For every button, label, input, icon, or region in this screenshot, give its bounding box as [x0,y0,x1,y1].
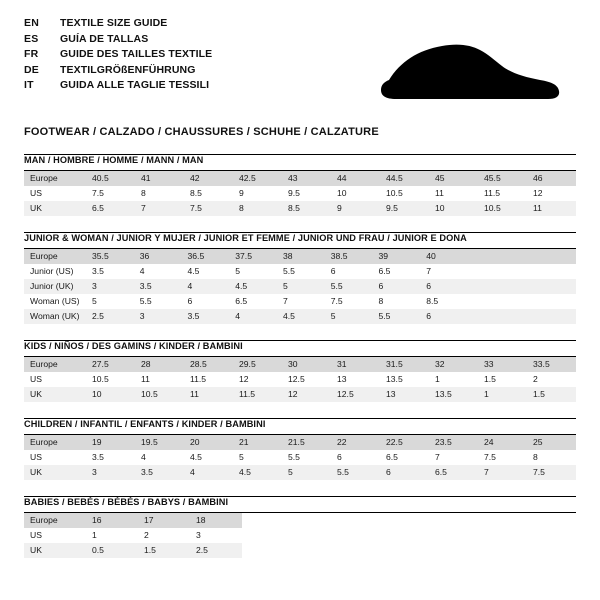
language-title-list [24,16,212,94]
language-code: DE [24,63,39,76]
cell: 6 [330,266,336,276]
table-row [24,186,576,201]
cell: 0.5 [86,543,138,558]
cell: 6 [420,309,468,324]
row-label: Europe [24,171,86,186]
language-code: FR [24,48,39,60]
cell: 45 [429,171,478,186]
size-table [24,171,576,216]
cell: 1.5 [484,374,496,384]
cell: 7.5 [92,188,104,198]
row-label: UK [24,543,86,558]
cell: 8.5 [426,296,439,306]
cell: 45.5 [478,171,527,186]
cell: 31.5 [380,357,429,372]
cell: 27.5 [86,357,135,372]
cell: 10.5 [92,374,109,384]
cell: 13.5 [386,374,403,384]
cell: 36.5 [182,249,230,264]
cell: 42.5 [233,171,282,186]
cell: 6.5 [429,465,478,480]
language-code: IT [24,79,34,91]
cell: 35.5 [86,249,134,264]
cell: 7 [135,201,184,216]
cell: 12 [239,374,249,384]
cell: 19 [86,435,135,450]
cell: 4 [141,452,146,462]
language-row [24,16,212,32]
table-row [24,171,576,186]
row-label: UK [24,387,86,402]
cell: 38.5 [325,249,373,264]
cell: 7 [283,296,288,306]
cell-empty [242,513,576,528]
table-row [24,450,576,465]
cell: 8.5 [282,201,331,216]
row-label: US [30,188,42,198]
block-title: KIDS / NIÑOS / DES GAMINS / KINDER / BAMBINI [24,341,243,351]
cell: 1 [478,387,527,402]
cell: 5.5 [288,452,300,462]
row-label: US [30,374,42,384]
size-block-babies [24,496,576,558]
cell: 3.5 [134,279,182,294]
cell: 7.5 [330,296,343,306]
cell: 13 [380,387,429,402]
cell: 5 [92,296,97,306]
cell-empty [468,264,576,279]
size-table [24,357,576,402]
cell: 4 [184,465,233,480]
language-title: GUIDE DES TAILLES TEXTILE [60,48,213,60]
language-title: GUIDA ALLE TAGLIE TESSILI [60,79,210,91]
cell: 33 [478,357,527,372]
cell: 2.5 [86,309,134,324]
cell: 13.5 [429,387,478,402]
cell: 9 [331,201,380,216]
cell: 19.5 [135,435,184,450]
dress-shoe-icon [372,32,562,110]
cell: 5 [235,266,241,276]
cell: 3.5 [92,266,104,276]
language-title: GUÍA DE TALLAS [60,32,149,45]
cell: 5 [239,452,244,462]
row-label: Junior (UK) [24,279,86,294]
cell: 7.5 [484,452,496,462]
cell: 6 [380,465,429,480]
cell: 4 [182,279,230,294]
cell: 8 [378,296,384,306]
cell: 24 [478,435,527,450]
language-row [24,63,212,79]
cell: 20 [184,435,233,450]
category-title: FOOTWEAR / CALZADO / CHAUSSURES / SCHUHE / CALZATURE [24,126,379,138]
cell: 43 [282,171,331,186]
table-row [24,372,576,387]
cell: 11.5 [190,374,207,384]
cell: 9.5 [288,188,300,198]
size-block-man [24,154,576,216]
cell: 36 [134,249,182,264]
cell: 3 [86,465,135,480]
cell: 17 [138,513,190,528]
table-row [24,435,576,450]
block-title: JUNIOR & WOMAN / JUNIOR Y MUJER / JUNIOR ET FEMME / JUNIOR UND FRAU / JUNIOR E DONA [24,233,467,243]
size-block-kids [24,340,576,402]
row-label: US [30,530,42,540]
cell: 7.5 [527,465,576,480]
cell: 44.5 [380,171,429,186]
cell: 23.5 [429,435,478,450]
cell: 40.5 [86,171,135,186]
table-row [24,279,576,294]
row-label: Europe [24,435,86,450]
cell: 7.5 [184,201,233,216]
cell: 4.5 [277,309,325,324]
cell: 32 [429,357,478,372]
table-row [24,357,576,372]
cell: 10.5 [386,188,403,198]
table-row [24,513,576,528]
cell-empty [242,528,576,543]
cell: 8 [533,452,538,462]
table-row [24,201,576,216]
cell: 6.5 [86,201,135,216]
row-label: UK [24,201,86,216]
cell: 16 [86,513,138,528]
cell: 30 [282,357,331,372]
language-row [24,47,212,63]
cell: 10.5 [135,387,184,402]
row-label: UK [24,465,86,480]
size-table [24,513,576,558]
cell: 13 [337,374,347,384]
size-block-junior-woman [24,232,576,324]
row-label: Europe [24,513,86,528]
cell: 5 [282,465,331,480]
cell: 6.5 [235,296,248,306]
cell: 4.5 [233,465,282,480]
cell: 44 [331,171,380,186]
cell: 25 [527,435,576,450]
row-label: US [30,452,42,462]
cell: 12.5 [331,387,380,402]
cell: 5.5 [283,266,295,276]
cell: 3 [196,530,201,540]
block-title: BABIES / BEBÉS / BÉBÉS / BABYS / BAMBINI [24,497,229,507]
table-row [24,543,576,558]
cell: 22.5 [380,435,429,450]
cell: 2 [533,374,538,384]
cell: 3.5 [182,309,230,324]
table-row [24,528,576,543]
size-table [24,249,576,324]
cell: 8.5 [190,188,202,198]
row-label: Europe [24,357,86,372]
cell: 7 [478,465,527,480]
cell-empty [468,249,576,264]
cell: 1.5 [138,543,190,558]
cell: 4 [229,309,277,324]
cell: 11.5 [233,387,282,402]
cell: 42 [184,171,233,186]
cell: 28 [135,357,184,372]
cell: 12 [533,188,543,198]
cell: 1 [435,374,440,384]
table-row [24,294,576,309]
block-title: CHILDREN / INFANTIL / ENFANTS / KINDER / BAMBINI [24,419,266,429]
cell: 1.5 [527,387,576,402]
table-row [24,264,576,279]
table-row [24,309,576,324]
cell: 4.5 [229,279,277,294]
cell: 18 [190,513,242,528]
size-table [24,435,576,480]
cell: 12.5 [288,374,305,384]
page-header [24,16,576,110]
cell: 9 [239,188,244,198]
cell: 12 [282,387,331,402]
cell: 9.5 [380,201,429,216]
cell: 10 [429,201,478,216]
cell: 5.5 [331,465,380,480]
cell: 10 [86,387,135,402]
table-row [24,465,576,480]
cell: 6 [337,452,342,462]
language-title: TEXTILE SIZE GUIDE [60,17,168,29]
cell: 4.5 [190,452,202,462]
cell: 38 [277,249,325,264]
cell: 7 [426,266,432,276]
cell: 11 [141,374,150,384]
row-label: Woman (UK) [24,309,86,324]
cell: 46 [527,171,576,186]
cell: 10 [337,188,347,198]
cell-empty [468,309,576,324]
cell: 11 [184,387,233,402]
cell: 5 [277,279,325,294]
cell: 11 [527,201,576,216]
cell: 2.5 [190,543,242,558]
cell: 4.5 [187,266,200,276]
row-label: Woman (US) [30,296,80,306]
row-label: Europe [24,249,86,264]
cell: 6 [420,279,468,294]
language-row [24,78,212,94]
cell-empty [242,543,576,558]
row-label: Junior (US) [30,266,74,276]
cell: 4 [139,266,145,276]
cell: 22 [331,435,380,450]
cell: 5.5 [373,309,421,324]
cell: 3 [134,309,182,324]
cell: 5.5 [325,279,373,294]
cell: 3 [86,279,134,294]
cell-empty [468,279,576,294]
cell: 11.5 [484,188,501,198]
language-code: ES [24,32,39,45]
cell: 37.5 [229,249,277,264]
size-block-children [24,418,576,480]
cell: 10.5 [478,201,527,216]
block-title: MAN / HOMBRE / HOMME / MANN / MAN [24,155,204,165]
cell: 5 [325,309,373,324]
table-row [24,387,576,402]
cell: 7 [435,452,440,462]
cell: 6.5 [386,452,398,462]
cell: 21.5 [282,435,331,450]
cell: 11 [435,188,444,198]
cell: 41 [135,171,184,186]
cell: 21 [233,435,282,450]
language-title: TEXTILGRÖßENFÜHRUNG [60,63,196,76]
cell: 3.5 [92,452,104,462]
cell-empty [468,294,576,309]
cell: 1 [92,530,97,540]
cell: 6 [187,296,193,306]
cell: 6 [373,279,421,294]
cell: 31 [331,357,380,372]
cell: 28.5 [184,357,233,372]
cell: 29.5 [233,357,282,372]
cell: 5.5 [139,296,152,306]
cell: 39 [373,249,421,264]
cell: 3.5 [135,465,184,480]
table-row [24,249,576,264]
cell: 6.5 [378,266,391,276]
cell: 2 [144,530,149,540]
language-code: EN [24,17,39,29]
cell: 8 [141,188,146,198]
cell: 40 [420,249,468,264]
language-row [24,32,212,48]
cell: 33.5 [527,357,576,372]
cell: 8 [233,201,282,216]
